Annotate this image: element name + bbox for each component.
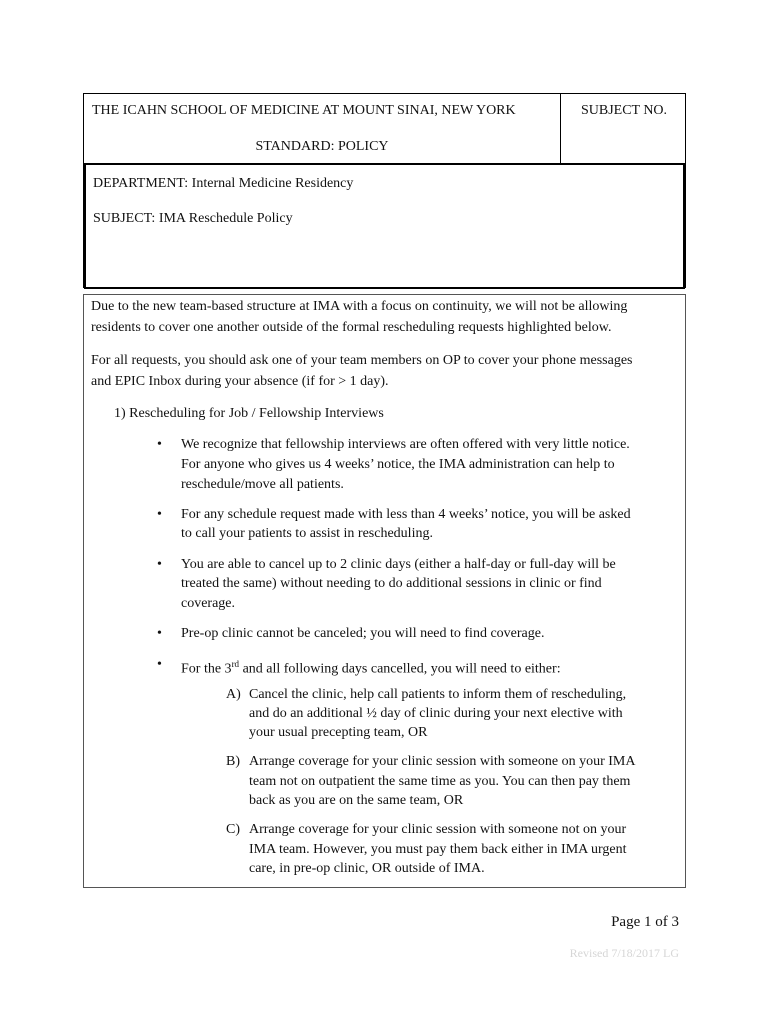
bullet-3-line1: You are able to cancel up to 2 clinic days (either a half-day or full-day will be xyxy=(181,557,616,572)
intro-p2-line1: For all requests, you should ask one of your team members on OP to cover your phone messages xyxy=(91,353,633,368)
intro-p2-line2: and EPIC Inbox during your absence (if for > 1 day). xyxy=(91,374,389,389)
option-a-label: A) xyxy=(226,687,241,702)
department-line: DEPARTMENT: Internal Medicine Residency xyxy=(93,176,354,191)
intro-p1-line2: residents to cover one another outside of the formal rescheduling requests highlighted below. xyxy=(91,320,612,335)
bullet-5-line1 xyxy=(181,655,561,679)
bullet-1-line3: reschedule/move all patients. xyxy=(181,477,344,492)
option-b-line3: back as you are on the same team, OR xyxy=(249,793,464,808)
revision-note: Revised 7/18/2017 LG xyxy=(569,946,679,960)
page-number: Page 1 of 3 xyxy=(611,914,679,930)
option-a-line3: your usual precepting team, OR xyxy=(249,725,428,740)
subject-line: SUBJECT: IMA Reschedule Policy xyxy=(93,211,293,226)
bullet-4-line1: Pre-op clinic cannot be canceled; you will need to find coverage. xyxy=(181,626,545,641)
option-c-line3: care, in pre-op clinic, OR outside of IMA. xyxy=(249,861,485,876)
bullet-3-line2: treated the same) without needing to do additional sessions in clinic or find xyxy=(181,576,602,591)
header-table xyxy=(83,93,686,288)
intro-p1-line1: Due to the new team-based structure at IMA with a focus on continuity, we will not be allowing xyxy=(91,299,628,314)
section-1-heading: 1) Rescheduling for Job / Fellowship Interviews xyxy=(114,406,384,421)
bullet-dot: • xyxy=(157,657,162,672)
subject-no-label: SUBJECT NO. xyxy=(580,103,668,118)
bullet-5-pre: For the 3 xyxy=(181,661,232,677)
option-b-label: B) xyxy=(226,754,240,769)
bullet-3-line3: coverage. xyxy=(181,596,236,611)
bullet-5-sup: rd xyxy=(231,659,240,669)
option-c-line1: Arrange coverage for your clinic session with someone not on your xyxy=(249,822,627,837)
option-c-label: C) xyxy=(226,822,240,837)
option-b-line1: Arrange coverage for your clinic session with someone on your IMA xyxy=(249,754,636,769)
option-c-line2: IMA team. However, you must pay them back either in IMA urgent xyxy=(249,842,627,857)
bullet-2-line2: to call your patients to assist in rescheduling. xyxy=(181,526,433,541)
header-title-cell xyxy=(84,94,561,163)
institution-name: THE ICAHN SCHOOL OF MEDICINE AT MOUNT SINAI, NEW YORK xyxy=(92,103,516,118)
bullet-dot: • xyxy=(157,437,162,452)
bullet-dot: • xyxy=(157,557,162,572)
bullet-5-post: and all following days cancelled, you will need to either: xyxy=(239,661,561,677)
policy-body-box xyxy=(83,294,686,888)
standard-label: STANDARD: POLICY xyxy=(255,139,389,154)
bullet-1-line2: For anyone who gives us 4 weeks’ notice, the IMA administration can help to xyxy=(181,457,615,472)
header-top-row xyxy=(84,94,685,165)
bullet-dot: • xyxy=(157,507,162,522)
bullet-dot: • xyxy=(157,626,162,641)
option-a-line2: and do an additional ½ day of clinic during your next elective with xyxy=(249,706,623,721)
header-bottom-row xyxy=(84,165,685,289)
option-b-line2: team not on outpatient the same time as you. You can then pay them xyxy=(249,774,631,789)
bullet-2-line1: For any schedule request made with less than 4 weeks’ notice, you will be asked xyxy=(181,507,631,522)
bullet-1-line1: We recognize that fellowship interviews are often offered with very little notice. xyxy=(181,437,630,452)
option-a-line1: Cancel the clinic, help call patients to inform them of rescheduling, xyxy=(249,687,627,702)
